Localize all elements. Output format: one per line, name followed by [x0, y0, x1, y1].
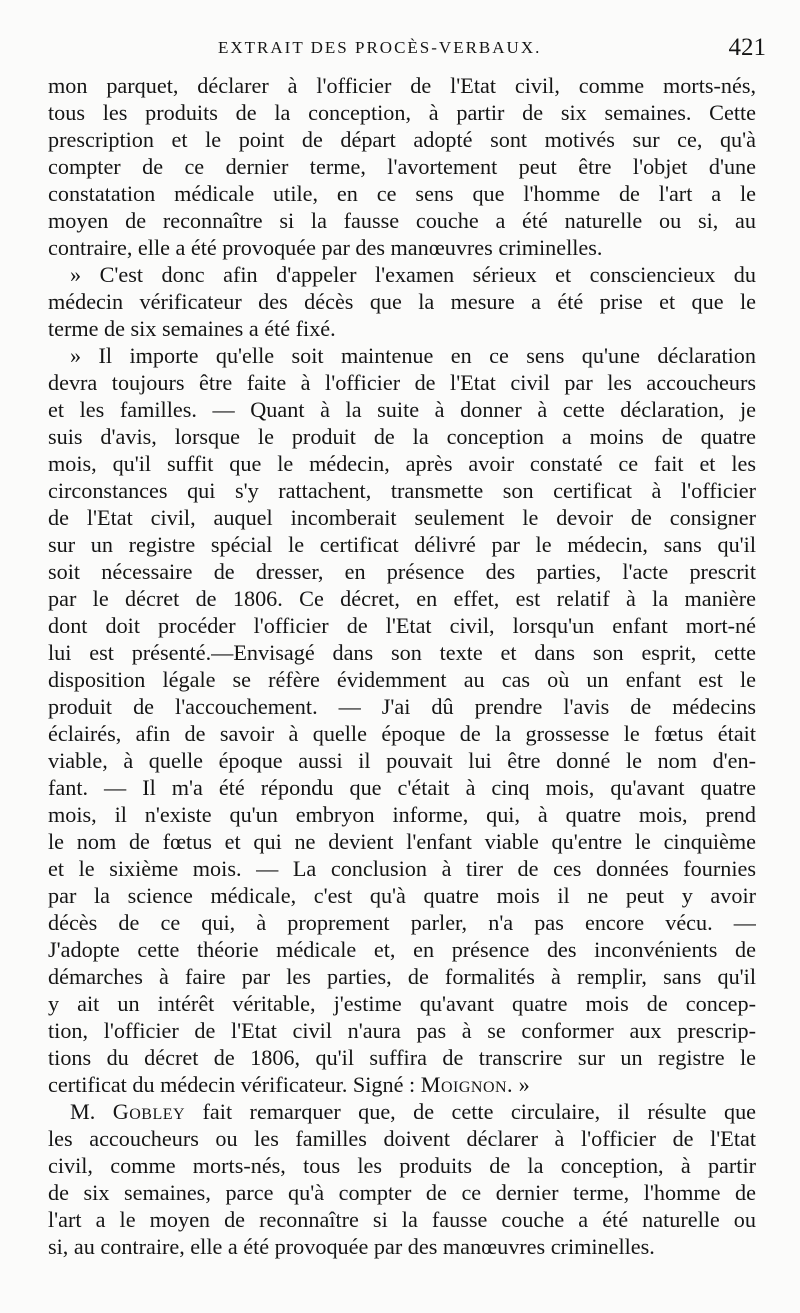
speaker-text: fait remarquer que, de cette circulaire, il résulte que — [202, 1099, 756, 1124]
text-line: compter de ce dernier terme, l'avortement peut être l'objet d'une — [48, 154, 756, 179]
text-line: terme de six semaines a été fixé. — [48, 316, 336, 341]
text-line: lui est présenté.—Envisagé dans son texte et dans son esprit, cette — [48, 640, 756, 665]
text-line: mois, il n'existe qu'un embryon informe, qui, à quatre mois, prend — [48, 802, 756, 827]
text-line: disposition légale se réfère évidemment au cas où un enfant est le — [48, 667, 756, 692]
text-line: circonstances qui s'y rattachent, transmette son certificat à l'officier — [48, 478, 756, 503]
text-line: tous les produits de la conception, à partir de six semaines. Cette — [48, 100, 756, 125]
text-line: fant. — Il m'a été répondu que c'était à cinq mois, qu'avant quatre — [48, 775, 756, 800]
text-line: produit de l'accouchement. — J'ai dû prendre l'avis de médecins — [48, 694, 756, 719]
text-line: » C'est donc afin d'appeler l'examen sérieux et consciencieux du — [70, 262, 756, 287]
text-line: prescription et le point de départ adopté sont motivés sur ce, qu'à — [48, 127, 756, 152]
text-line: contraire, elle a été provoquée par des manœuvres criminelles. — [48, 235, 603, 260]
text-line: y ait un intérêt véritable, j'estime qu'avant quatre mois de concep- — [48, 991, 756, 1016]
text-line: civil, comme morts-nés, tous les produits de la conception, à partir — [48, 1153, 756, 1178]
text-line: suis d'avis, lorsque le produit de la conception a moins de quatre — [48, 424, 756, 449]
speaker-name: Gobley — [112, 1099, 186, 1124]
speaker-line — [48, 1098, 756, 1125]
speaker-prefix: M. — [70, 1099, 96, 1124]
text-line: tions du décret de 1806, qu'il suffira de transcrire sur un registre le — [48, 1045, 756, 1070]
text-line: mois, qu'il suffit que le médecin, après avoir constaté ce fait et les — [48, 451, 756, 476]
text-line: éclairés, afin de savoir à quelle époque de la grossesse le fœtus était — [48, 721, 756, 746]
text-line: les accoucheurs ou les familles doivent déclarer à l'officier de l'Etat — [48, 1126, 756, 1151]
text-line: mon parquet, déclarer à l'officier de l'Etat civil, comme morts-nés, — [48, 73, 756, 98]
text-line: J'adopte cette théorie médicale et, en présence des inconvénients de — [48, 937, 756, 962]
text-line: médecin vérificateur des décès que la mesure a été prise et que le — [48, 289, 756, 314]
text-line: et le sixième mois. — La conclusion à tirer de ces données fournies — [48, 856, 756, 881]
text-line: sur un registre spécial le certificat délivré par le médecin, sans qu'il — [48, 532, 756, 557]
body-text — [48, 72, 756, 1260]
signature-prefix: certificat du médecin vérificateur. Signé : — [48, 1072, 416, 1097]
signature-line — [48, 1071, 756, 1098]
text-line: moyen de reconnaître si la fausse couche a été naturelle ou si, au — [48, 208, 756, 233]
text-line: de six semaines, parce qu'à compter de ce dernier terme, l'homme de — [48, 1180, 756, 1205]
text-line: le nom de fœtus et qui ne devient l'enfant viable qu'entre le cinquième — [48, 829, 756, 854]
text-line: viable, à quelle époque aussi il pouvait lui être donné le nom d'en- — [48, 748, 756, 773]
text-line: par la science médicale, c'est qu'à quatre mois il ne peut y avoir — [48, 883, 756, 908]
text-line: de l'Etat civil, auquel incomberait seulement le devoir de consigner — [48, 505, 756, 530]
text-line: démarches à faire par les parties, de formalités à remplir, sans qu'il — [48, 964, 756, 989]
text-line: » Il importe qu'elle soit maintenue en ce sens qu'une déclaration — [70, 343, 756, 368]
text-line: tion, l'officier de l'Etat civil n'aura pas à se conformer aux prescrip- — [48, 1018, 756, 1043]
running-title: EXTRAIT DES PROCÈS-VERBAUX. — [218, 38, 542, 57]
text-line: décès de ce qui, à proprement parler, n'a pas encore vécu. — — [48, 910, 756, 935]
text-line: et les familles. — Quant à la suite à donner à cette déclaration, je — [48, 397, 756, 422]
text-line: dont doit procéder l'officier de l'Etat civil, lorsqu'un enfant mort-né — [48, 613, 756, 638]
closing-quote: » — [518, 1072, 530, 1097]
text-line: l'art a le moyen de reconnaître si la fausse couche a été naturelle ou — [48, 1207, 756, 1232]
text-line: par le décret de 1806. Ce décret, en effet, est relatif à la manière — [48, 586, 756, 611]
text-line: devra toujours être faite à l'officier de l'Etat civil par les accoucheurs — [48, 370, 756, 395]
page-number: 421 — [728, 34, 766, 61]
page-header — [48, 34, 768, 64]
text-line: si, au contraire, elle a été provoquée par des manœuvres criminelles. — [48, 1234, 655, 1259]
text-line: soit nécessaire de dresser, en présence des parties, l'acte prescrit — [48, 559, 756, 584]
signatory-name: Moignon. — [420, 1072, 514, 1097]
text-line: constatation médicale utile, en ce sens que l'homme de l'art a le — [48, 181, 756, 206]
